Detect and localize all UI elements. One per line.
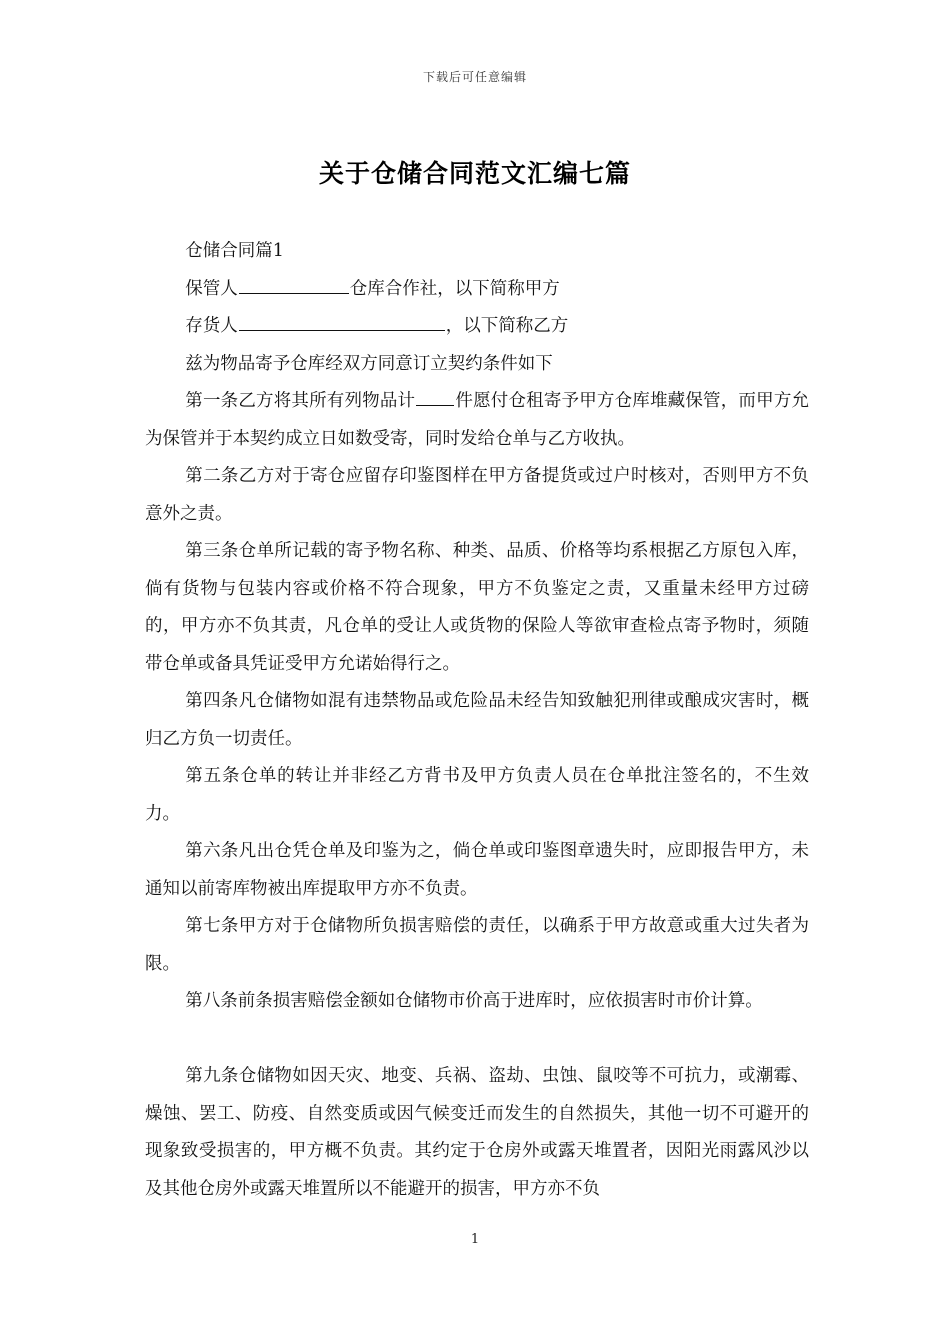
clause-9: 第九条仓储物如因天灾、地变、兵祸、盗劫、虫蚀、鼠咬等不可抗力，或潮霉、燥蚀、罢工、防疫、自然变质或因气候变迁而发生的自然损失，其他一切不可避开的现象致受损害的，甲方概不负责。其约定于仓房外或露天堆置者，因阳光雨露风沙以及其他仓房外或露天堆置所以不能避开的损害，甲方亦不负: [145, 1066, 809, 1199]
clause-1: [145, 383, 809, 458]
clause-6: 第六条凡出仓凭仓单及印鉴为之，倘仓单或印鉴图章遗失时，应即报告甲方，未通知以前寄库物被出库提取甲方亦不负责。: [145, 841, 809, 899]
clause-5: 第五条仓单的转让并非经乙方背书及甲方负责人员在仓单批注签名的，不生效力。: [145, 766, 809, 824]
intro-paragraph: 兹为物品寄予仓库经双方同意订立契约条件如下: [185, 353, 553, 374]
custodian-blank-field: [239, 271, 349, 294]
depositor-line: [145, 308, 809, 346]
clause-4: 第四条凡仓储物如混有违禁物品或危险品未经告知致触犯刑律或酿成灾害时，概归乙方负一切责任。: [145, 691, 809, 749]
page-header-note: 下载后可任意编辑: [422, 70, 527, 84]
custodian-suffix: 仓库合作社，以下简称甲方: [349, 278, 560, 299]
quantity-blank-field: [416, 383, 454, 406]
depositor-blank-field: [239, 308, 445, 331]
clause-8: 第八条前条损害赔偿金额如仓储物市价高于进库时，应依损害时市价计算。: [185, 991, 763, 1011]
depositor-suffix: ，以下简称乙方: [445, 316, 569, 336]
custodian-line: [145, 271, 809, 309]
section-heading: 仓储合同篇1: [185, 241, 284, 261]
document-title: 关于仓储合同范文汇编七篇: [318, 159, 631, 188]
custodian-prefix: 保管人: [185, 278, 238, 299]
document-body: [145, 233, 809, 1208]
clause-3: 第三条仓单所记载的寄予物名称、种类、品质、价格等均系根据乙方原包入库，倘有货物与包装内容或价格不符合现象，甲方不负鉴定之责，又重量未经甲方过磅的，甲方亦不负其责，凡仓单的受让人或货物的保险人等欲审查检点寄予物时，须随带仓单或备具凭证受甲方允诺始得行之。: [145, 541, 809, 674]
clause-7: 第七条甲方对于仓储物所负损害赔偿的责任，以确系于甲方故意或重大过失者为限。: [145, 916, 809, 974]
page-number: 1: [470, 1232, 480, 1247]
clause-1-prefix: 第一条乙方将其所有列物品计: [185, 391, 416, 411]
clause-1-suffix: 件愿付仓租寄予甲方仓库堆藏保管，而甲方允为保管并于本契约成立日如数受寄，同时发给仓单与乙方收执。: [145, 391, 810, 449]
depositor-prefix: 存货人: [185, 316, 238, 336]
paragraph-spacer: [145, 1021, 809, 1059]
clause-2: 第二条乙方对于寄仓应留存印鉴图样在甲方备提货或过户时核对，否则甲方不负意外之责。: [145, 466, 809, 524]
